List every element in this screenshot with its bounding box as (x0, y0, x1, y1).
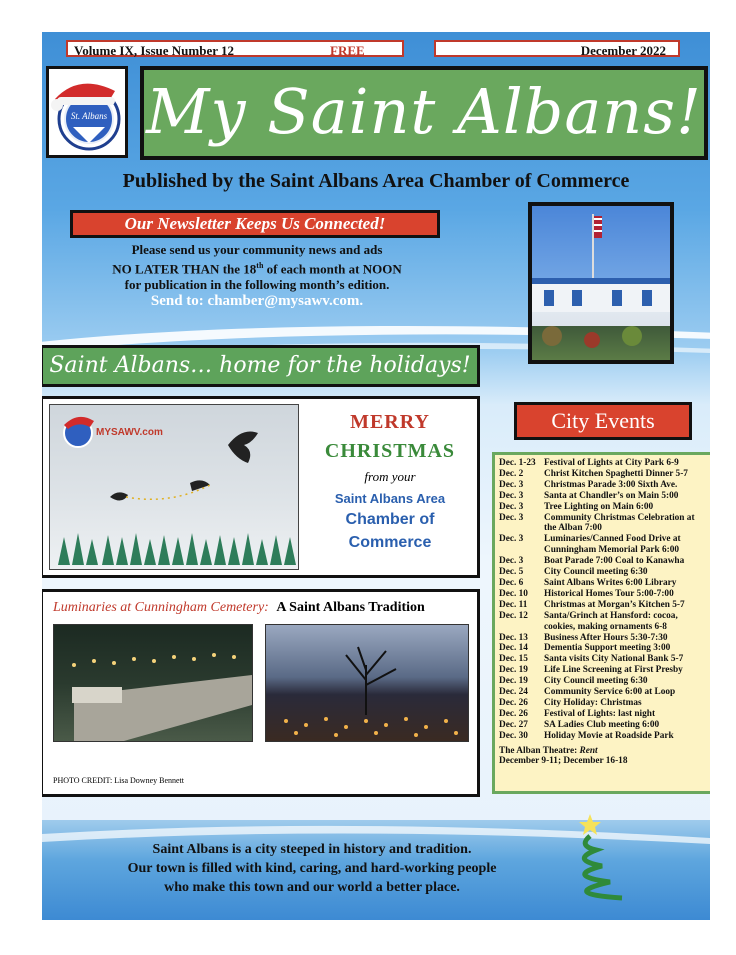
event-row (499, 698, 707, 709)
event-date: Dec. 6 (499, 577, 524, 588)
event-row (499, 687, 707, 698)
event-text: Life Line Screening at First Presby (544, 665, 683, 676)
volume-box (66, 40, 404, 57)
event-text: Community Christmas Celebration at the Alban 7:00 (544, 512, 695, 534)
event-date: Dec. 3 (499, 479, 524, 490)
event-row (499, 665, 707, 676)
cemetery-wall-photo (53, 624, 253, 742)
submission-line-2: NO LATER THAN the 18th of each month at NOON (112, 261, 402, 277)
send-to-email[interactable]: Send to: chamber@mysawv.com. (150, 293, 364, 310)
event-date: Dec. 19 (499, 665, 528, 676)
org-line-2: Chamber of (345, 511, 435, 528)
event-row (499, 578, 707, 589)
event-row (499, 709, 707, 720)
stone-wall-luminaries-icon (54, 625, 252, 741)
event-row (499, 491, 707, 502)
event-text: Saint Albans Writes 6:00 Library (544, 577, 677, 588)
event-text: Christmas Parade 3:00 Sixth Ave. (544, 479, 678, 490)
chamber-logo (46, 66, 128, 158)
footer-text (72, 840, 552, 897)
event-row (499, 502, 707, 513)
footer-line-3: who make this town and our world a better place. (164, 880, 460, 895)
event-text: Festival of Lights: last night (544, 708, 656, 719)
theatre-label: The Alban Theatre: (499, 745, 578, 756)
event-row (499, 633, 707, 644)
city-building-photo (528, 202, 674, 364)
event-text: Santa visits City National Bank 5-7 (544, 654, 684, 665)
event-date: Dec. 26 (499, 708, 528, 719)
event-date: Dec. 26 (499, 697, 528, 708)
volume-text: Volume IX, Issue Number 12 (74, 43, 234, 58)
event-date: Dec. 14 (499, 643, 528, 654)
greeting-text (307, 407, 473, 552)
event-date: Dec. 12 (499, 610, 528, 621)
event-date: Dec. 3 (499, 490, 524, 501)
event-text: City Holiday: Christmas (544, 697, 642, 708)
theatre-line (499, 746, 707, 757)
event-date: Dec. 3 (499, 556, 524, 567)
newsletter-banner: Our Newsletter Keeps Us Connected! (70, 210, 440, 238)
event-row (499, 731, 707, 742)
event-row (499, 469, 707, 480)
event-text: Tree Lighting on Main 6:00 (544, 501, 654, 512)
org-line-1: Saint Albans Area (334, 491, 446, 506)
logo-text: St. Albans (70, 111, 108, 121)
publisher-line: Published by the Saint Albans Area Chamber of Commerce (122, 170, 630, 192)
event-row (499, 643, 707, 654)
event-date: Dec. 15 (499, 654, 528, 665)
footer-line-1: Saint Albans is a city steeped in history and tradition. (152, 842, 472, 857)
event-row (499, 600, 707, 611)
theatre-show: Rent (579, 745, 598, 756)
org-line-3: Commerce (348, 534, 432, 551)
luminaries-title-script: Luminaries at Cunningham Cemetery: (53, 600, 269, 615)
event-text: Christ Kitchen Spaghetti Dinner 5-7 (544, 468, 688, 479)
event-text: Business After Hours 5:30-7:30 (544, 632, 668, 643)
free-label: FREE (330, 43, 365, 58)
event-date: Dec. 2 (499, 468, 524, 479)
event-text: City Council meeting 6:30 (544, 676, 648, 687)
event-row (499, 567, 707, 578)
event-row (499, 556, 707, 567)
event-row (499, 654, 707, 665)
photo-credit: PHOTO CREDIT: Lisa Downey Bennett (53, 776, 184, 785)
event-date: Dec. 5 (499, 567, 524, 578)
date-box (434, 40, 680, 57)
event-text: Boat Parade 7:00 Coal to Kanawha (544, 556, 685, 567)
event-date: Dec. 3 (499, 534, 524, 545)
event-row (499, 534, 707, 556)
christmas-tree-icon (560, 810, 630, 910)
holiday-banner: Saint Albans… home for the holidays! (42, 345, 480, 387)
event-date: Dec. 30 (499, 730, 528, 741)
event-date: Dec. 1-23 (499, 458, 536, 468)
bare-tree-luminaries-icon (266, 625, 468, 741)
theatre-dates: December 9-11; December 16-18 (499, 756, 628, 767)
city-events-list (492, 452, 710, 794)
event-date: Dec. 24 (499, 687, 528, 698)
event-row (499, 589, 707, 600)
event-row (499, 720, 707, 731)
event-text: Christmas at Morgan’s Kitchen 5-7 (544, 599, 685, 610)
santa-sleigh-scene-icon (50, 405, 298, 569)
submission-line-3: for publication in the following month’s edition. (124, 277, 390, 293)
submission-line-1: Please send us your community news and ads (131, 242, 383, 257)
from-your-text: from your (364, 469, 416, 484)
event-date: Dec. 19 (499, 676, 528, 687)
event-text: Holiday Movie at Roadside Park (544, 730, 674, 741)
event-date: Dec. 10 (499, 588, 528, 599)
flag-building-icon (532, 206, 670, 360)
footer-line-2: Our town is filled with kind, caring, and hard-working people (127, 861, 497, 876)
event-row (499, 458, 707, 469)
luminaries-title-rest: A Saint Albans Tradition (276, 600, 425, 615)
event-row (499, 513, 707, 535)
event-row (499, 480, 707, 491)
cemetery-night-photo (265, 624, 469, 742)
issue-date: December 2022 (580, 43, 666, 58)
luminaries-box (42, 589, 480, 797)
merry-text: MERRY (350, 411, 430, 433)
event-row (499, 611, 707, 633)
card-brand: MYSAWV.com (96, 427, 163, 438)
event-text: Santa/Grinch at Hansford: cocoa, cookies, making ornaments 6-8 (544, 610, 678, 632)
luminaries-title (53, 600, 473, 616)
event-text: City Council meeting 6:30 (544, 567, 648, 578)
event-text: Historical Homes Tour 5:00-7:00 (544, 588, 674, 599)
event-text: Dementia Support meeting 3:00 (544, 643, 671, 654)
event-text: Festival of Lights at City Park 6-9 (544, 458, 679, 468)
event-date: Dec. 27 (499, 719, 528, 730)
christmas-card-image (49, 404, 299, 570)
christmas-greeting-box (42, 396, 480, 578)
event-text: SA Ladies Club meeting 6:00 (544, 719, 660, 730)
event-text: Luminaries/Canned Food Drive at Cunningham Memorial Park 6:00 (544, 534, 681, 556)
event-row (499, 676, 707, 687)
christmas-text: CHRISTMAS (324, 440, 456, 462)
event-date: Dec. 3 (499, 501, 524, 512)
event-text: Community Service 6:00 at Loop (544, 687, 676, 698)
newsletter-page (42, 32, 710, 920)
event-date: Dec. 3 (499, 512, 524, 523)
event-text: Santa at Chandler’s on Main 5:00 (544, 490, 679, 501)
masthead-title: My Saint Albans! (140, 66, 708, 160)
city-events-title: City Events (514, 402, 692, 440)
submission-info (62, 242, 452, 309)
event-date: Dec. 13 (499, 632, 528, 643)
event-date: Dec. 11 (499, 599, 528, 610)
